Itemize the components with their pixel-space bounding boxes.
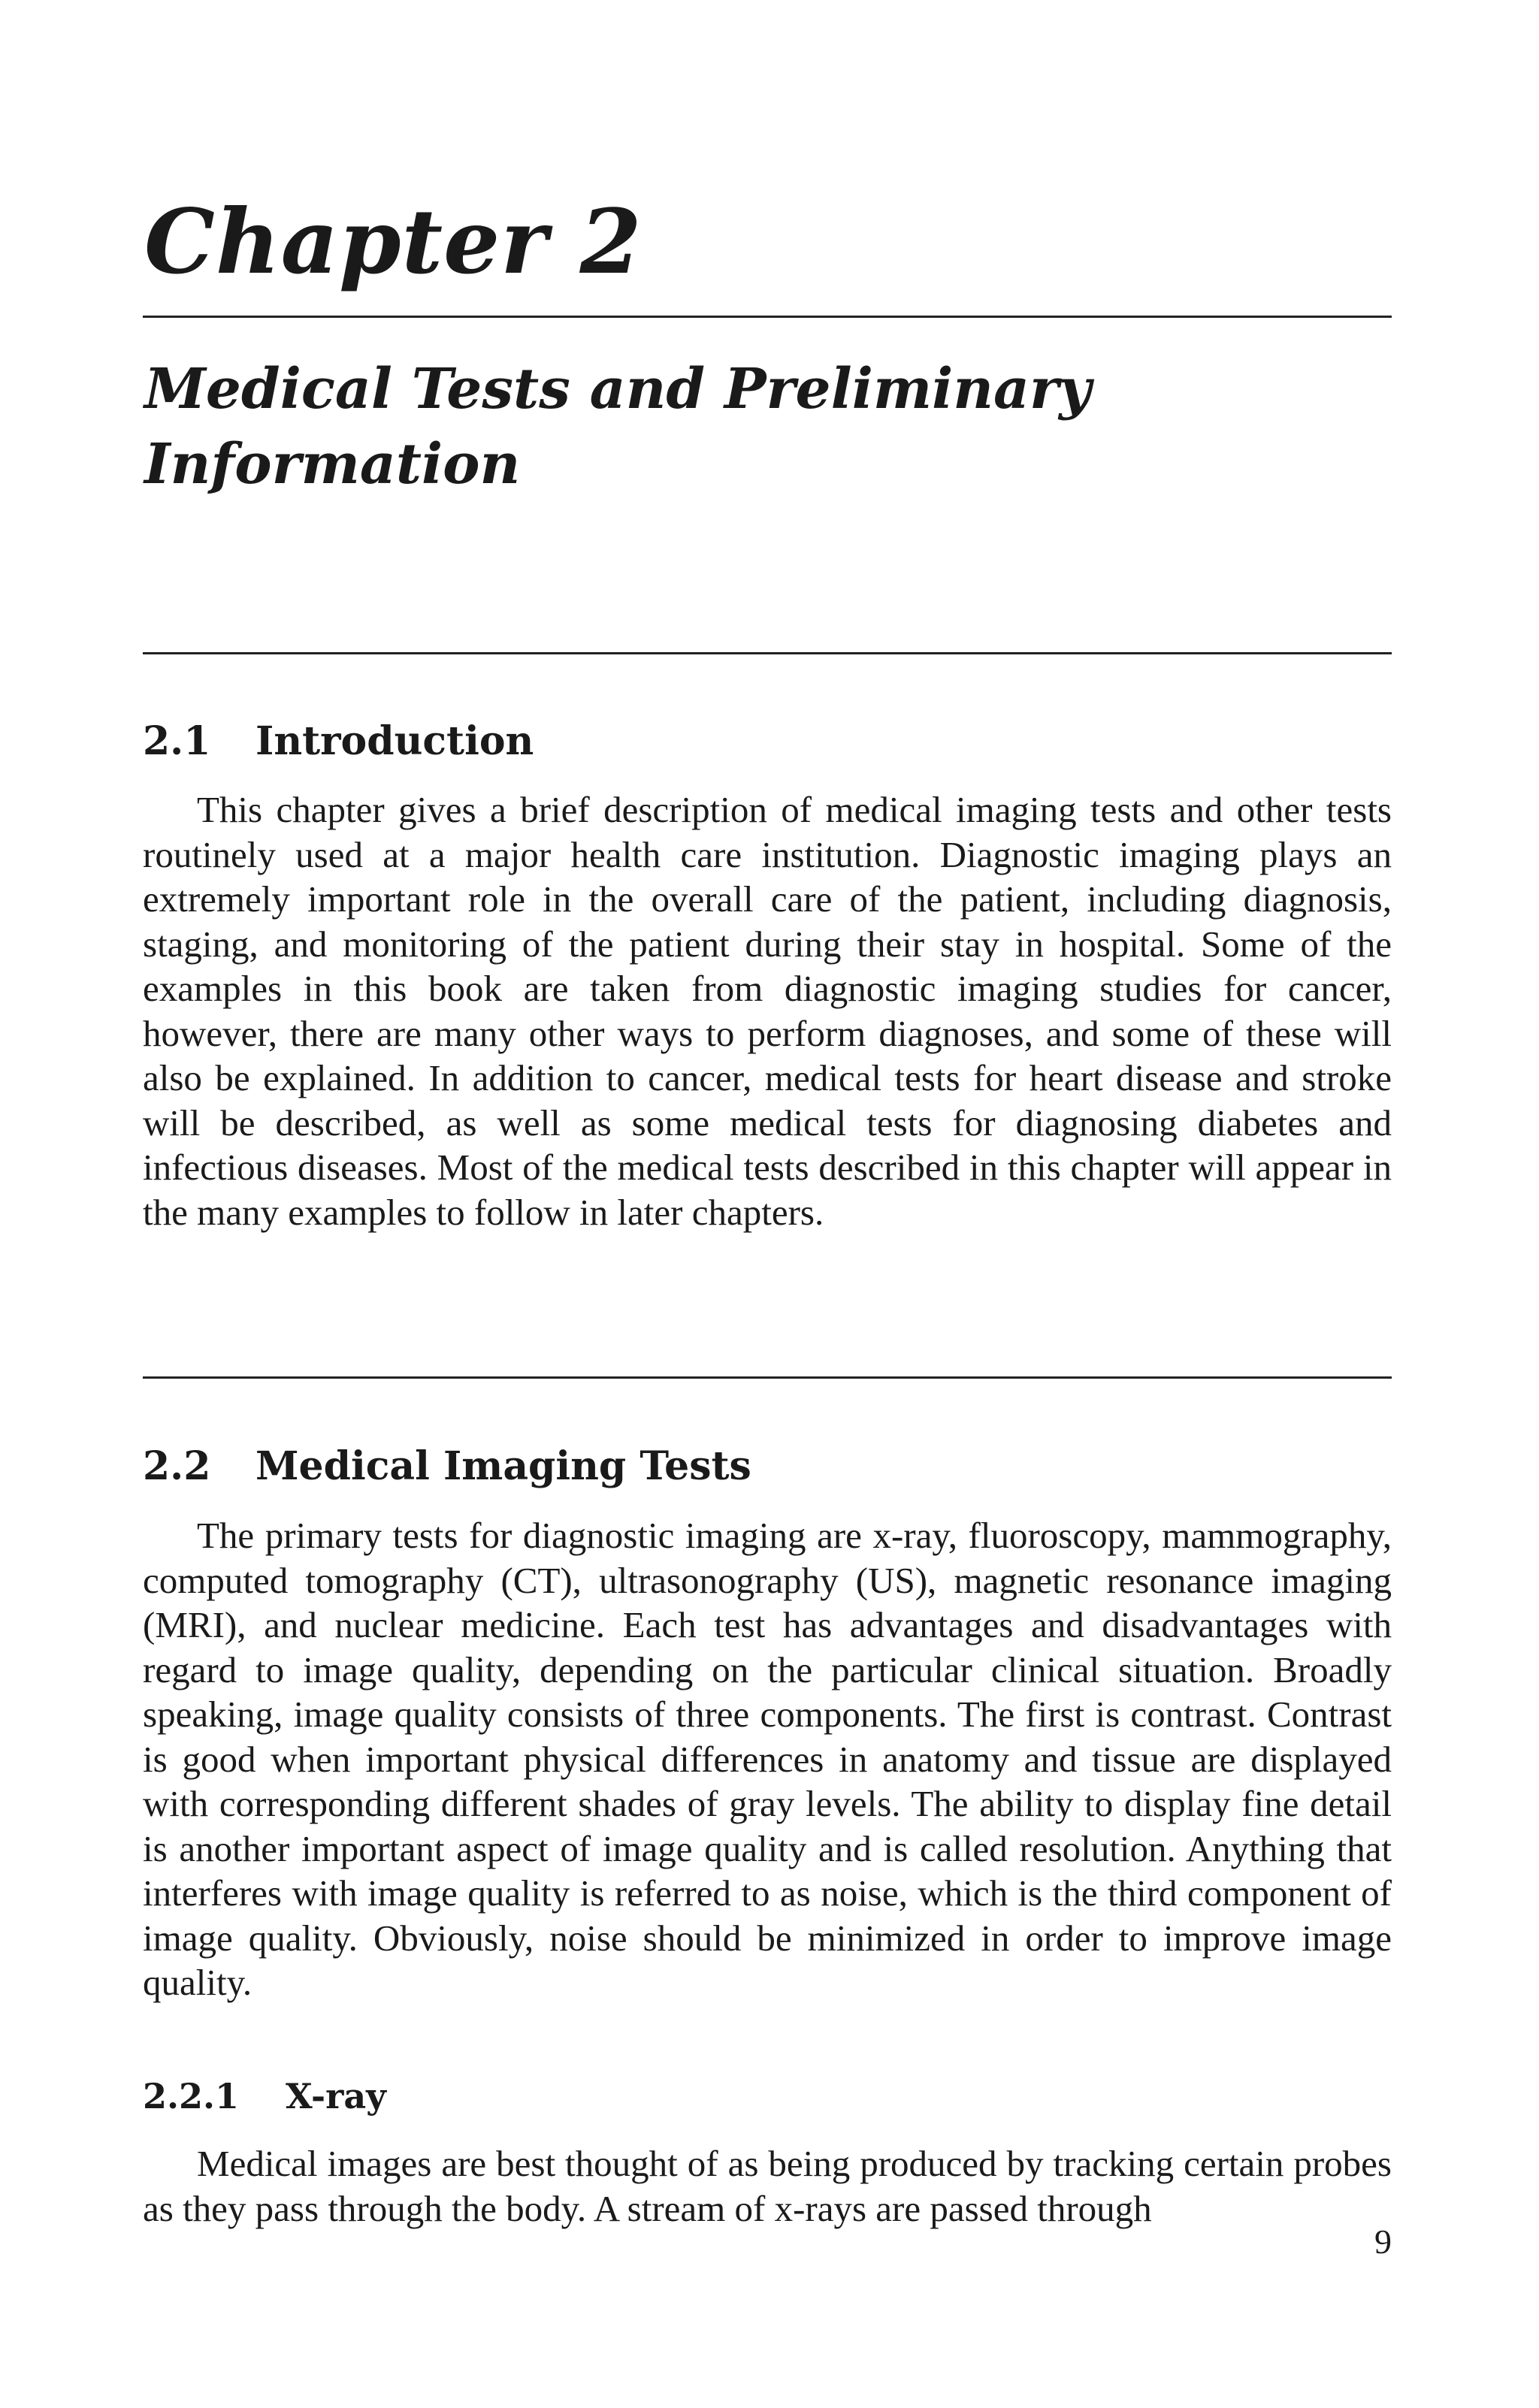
imaging-paragraph: The primary tests for diagnostic imaging are x-ray, fluoroscopy, mammography, computed tomography (CT), ultrasonography (US), magnetic resonance imaging (MRI), and nuclear medicine. Each test has advantages and disadvantages with regard to image quality, depending on the particular clinical situation. Broadly speaking, image quality consists of three components. The first is contrast. Contrast is good when important physical differences in anatomy and tissue are displayed with corresponding different shades of gray levels. The ability to display fine detail is another important aspect of image quality and is called resolution. Anything that interferes with image quality is referred to as noise, which is the third component of image quality. Obviously, noise should be minimized in order to improve image quality.: [143, 1515, 1392, 2003]
page-number: 9: [1374, 2222, 1392, 2261]
section-heading-introduction: [143, 718, 534, 766]
subsection-heading-xray: [143, 2074, 386, 2119]
subsection-title: X-ray: [286, 2076, 386, 2116]
section-title: Medical Imaging Tests: [255, 1443, 751, 1489]
chapter-label: Chapter 2: [144, 189, 643, 294]
chapter-rule-top: [143, 316, 1392, 318]
section-title: Introduction: [255, 718, 534, 764]
section-heading-medical-imaging-tests: [143, 1443, 751, 1491]
chapter-title: Medical Tests and Preliminary Information: [144, 357, 1091, 497]
intro-paragraph: This chapter gives a brief description of medical imaging tests and other tests routinely used at a major health care institution. Diagnostic imaging plays an extremely important role in the overall care of the patient, including diagnosis, staging, and monitoring of the patient during their stay in hospital. Some of the examples in this book are taken from diagnostic imaging studies for cancer, however, there are many other ways to perform diagnoses, and some of these will also be explained. In addition to cancer, medical tests for heart disease and stroke will be described, as well as some medical tests for diagnosing diabetes and infectious diseases. Most of the medical tests described in this chapter will appear in the many examples to follow in later chapters.: [143, 789, 1392, 1233]
xray-paragraph: Medical images are best thought of as being produced by tracking certain probes as they pass through the body. A stream of x-rays are passed through: [143, 2143, 1392, 2229]
section-number: 2.1: [143, 718, 211, 764]
subsection-number: 2.2.1: [143, 2076, 240, 2116]
section-number: 2.2: [143, 1443, 211, 1489]
section-rule-imaging: [143, 1376, 1392, 1379]
section-rule-intro: [143, 652, 1392, 654]
